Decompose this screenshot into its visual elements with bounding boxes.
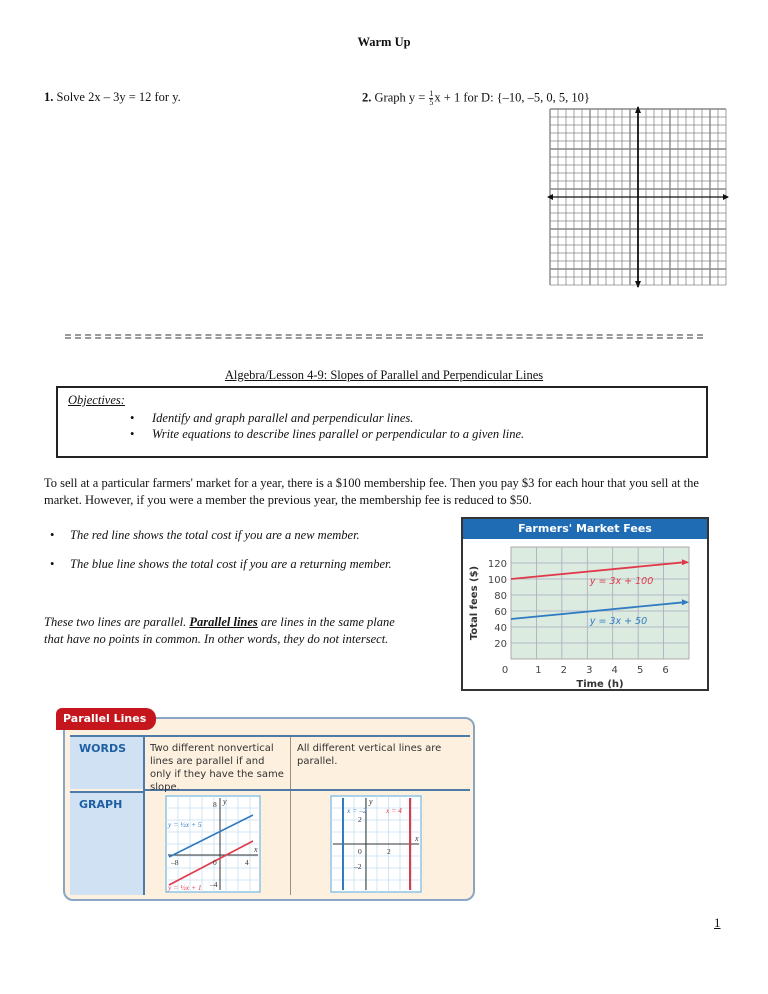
y-axis-label: Total fees ($) bbox=[469, 565, 480, 641]
axis-label-x: x bbox=[415, 834, 419, 843]
x-axis-label: Time (h) bbox=[576, 679, 624, 689]
tick-label: –2 bbox=[354, 862, 362, 871]
parallel-lines-tab: Parallel Lines bbox=[56, 708, 156, 730]
tick-label: 0 bbox=[213, 858, 217, 867]
axis-label-x: x bbox=[254, 845, 258, 854]
tick-label: 4 bbox=[245, 858, 249, 867]
fraction-numerator: 1 bbox=[429, 89, 434, 98]
question-1-text: Solve 2x – 3y = 12 for y. bbox=[56, 90, 181, 104]
x-tick-label: 0 bbox=[501, 665, 509, 676]
x-tick-label: 2 bbox=[560, 665, 568, 676]
graph-nonvertical-parallel bbox=[165, 795, 261, 893]
tick-label: 0 bbox=[358, 847, 362, 856]
bullet-red-line: • The red line shows the total cost if you are a new member. bbox=[70, 528, 360, 543]
lesson-title: Algebra/Lesson 4-9: Slopes of Parallel and Perpendicular Lines bbox=[224, 368, 544, 382]
bullet-blue-line: • The blue line shows the total cost if you are a returning member. bbox=[70, 557, 392, 572]
words-header: WORDS bbox=[70, 737, 143, 789]
farmers-market-chart bbox=[461, 517, 709, 691]
y-tick-label: 40 bbox=[494, 623, 507, 634]
graph-vertical-parallel bbox=[330, 795, 422, 893]
column-divider bbox=[143, 737, 145, 895]
parallel-lines-table bbox=[70, 735, 470, 897]
tick-label: –4 bbox=[210, 880, 218, 889]
question-2-number: 2. bbox=[362, 90, 372, 105]
y-tick-label: 20 bbox=[494, 639, 507, 650]
chart-plot bbox=[463, 539, 707, 689]
blank-coordinate-grid bbox=[546, 105, 732, 293]
tick-label: –8 bbox=[171, 858, 179, 867]
tick-label: 2 bbox=[387, 847, 391, 856]
axis-label-y: y bbox=[223, 797, 227, 806]
red-line-label: x = 4 bbox=[386, 806, 402, 815]
tick-label: 8 bbox=[213, 800, 217, 809]
chart-title: Farmers' Market Fees bbox=[463, 519, 707, 539]
page-number: 1 bbox=[714, 915, 721, 930]
series-label: y = 3x + 100 bbox=[589, 575, 654, 587]
objective-item: • Identify and graph parallel and perpendicular lines. bbox=[152, 410, 524, 426]
objectives-list bbox=[58, 410, 524, 442]
y-tick-label: 120 bbox=[487, 559, 507, 570]
definition-pre: These two lines are parallel. bbox=[44, 615, 190, 629]
x-tick-label: 6 bbox=[662, 665, 669, 676]
column-divider bbox=[290, 737, 291, 895]
fraction bbox=[429, 90, 433, 107]
objectives-label: Objectives: bbox=[68, 393, 125, 407]
words-nonvertical: Two different nonvertical lines are parallel if and only if they have the same slope. bbox=[150, 743, 284, 793]
arrow-down-icon bbox=[635, 281, 641, 288]
question-1 bbox=[44, 90, 181, 105]
x-tick-label: 3 bbox=[586, 665, 593, 676]
x-tick-label: 1 bbox=[535, 665, 542, 676]
words-vertical: All different vertical lines are parallel. bbox=[297, 743, 442, 767]
question-2-pre: Graph y = bbox=[374, 90, 429, 105]
series-label: y = 3x + 50 bbox=[589, 615, 648, 627]
intro-paragraph: To sell at a particular farmers' market for a year, there is a $100 membership fee. Then you pay $3 for each hour that you sell at the market. However, if you were a member the previous year, the membership fee is reduced to $50. bbox=[44, 476, 699, 507]
red-line-label: y = ½x + 1 bbox=[168, 883, 202, 892]
tick-label: 2 bbox=[358, 815, 362, 824]
blue-line-label: x = –2 bbox=[347, 806, 367, 815]
objectives-box bbox=[56, 386, 708, 458]
fraction-denominator: 5 bbox=[429, 98, 434, 107]
x-tick-label: 5 bbox=[636, 665, 644, 676]
definition-term: Parallel lines bbox=[189, 615, 258, 629]
axis-label-y: y bbox=[369, 797, 373, 806]
x-tick-label: 4 bbox=[611, 665, 618, 676]
y-tick-label: 100 bbox=[487, 575, 507, 586]
blue-line-label: y = ½x + 5 bbox=[168, 820, 202, 829]
objective-item: • Write equations to describe lines parallel or perpendicular to a given line. bbox=[152, 426, 524, 442]
question-2-post: x + 1 for D: {–10, –5, 0, 5, 10} bbox=[434, 90, 590, 105]
section-divider bbox=[65, 334, 703, 339]
question-1-number: 1. bbox=[44, 90, 54, 104]
parallel-definition bbox=[44, 614, 414, 648]
y-tick-label: 60 bbox=[494, 607, 507, 618]
y-tick-label: 80 bbox=[494, 591, 507, 602]
warmup-title: Warm Up bbox=[357, 35, 411, 49]
graph-header: GRAPH bbox=[70, 791, 143, 895]
definition-post: are lines in the same plane that have no points in common. In other words, they do not intersect. bbox=[44, 615, 395, 646]
